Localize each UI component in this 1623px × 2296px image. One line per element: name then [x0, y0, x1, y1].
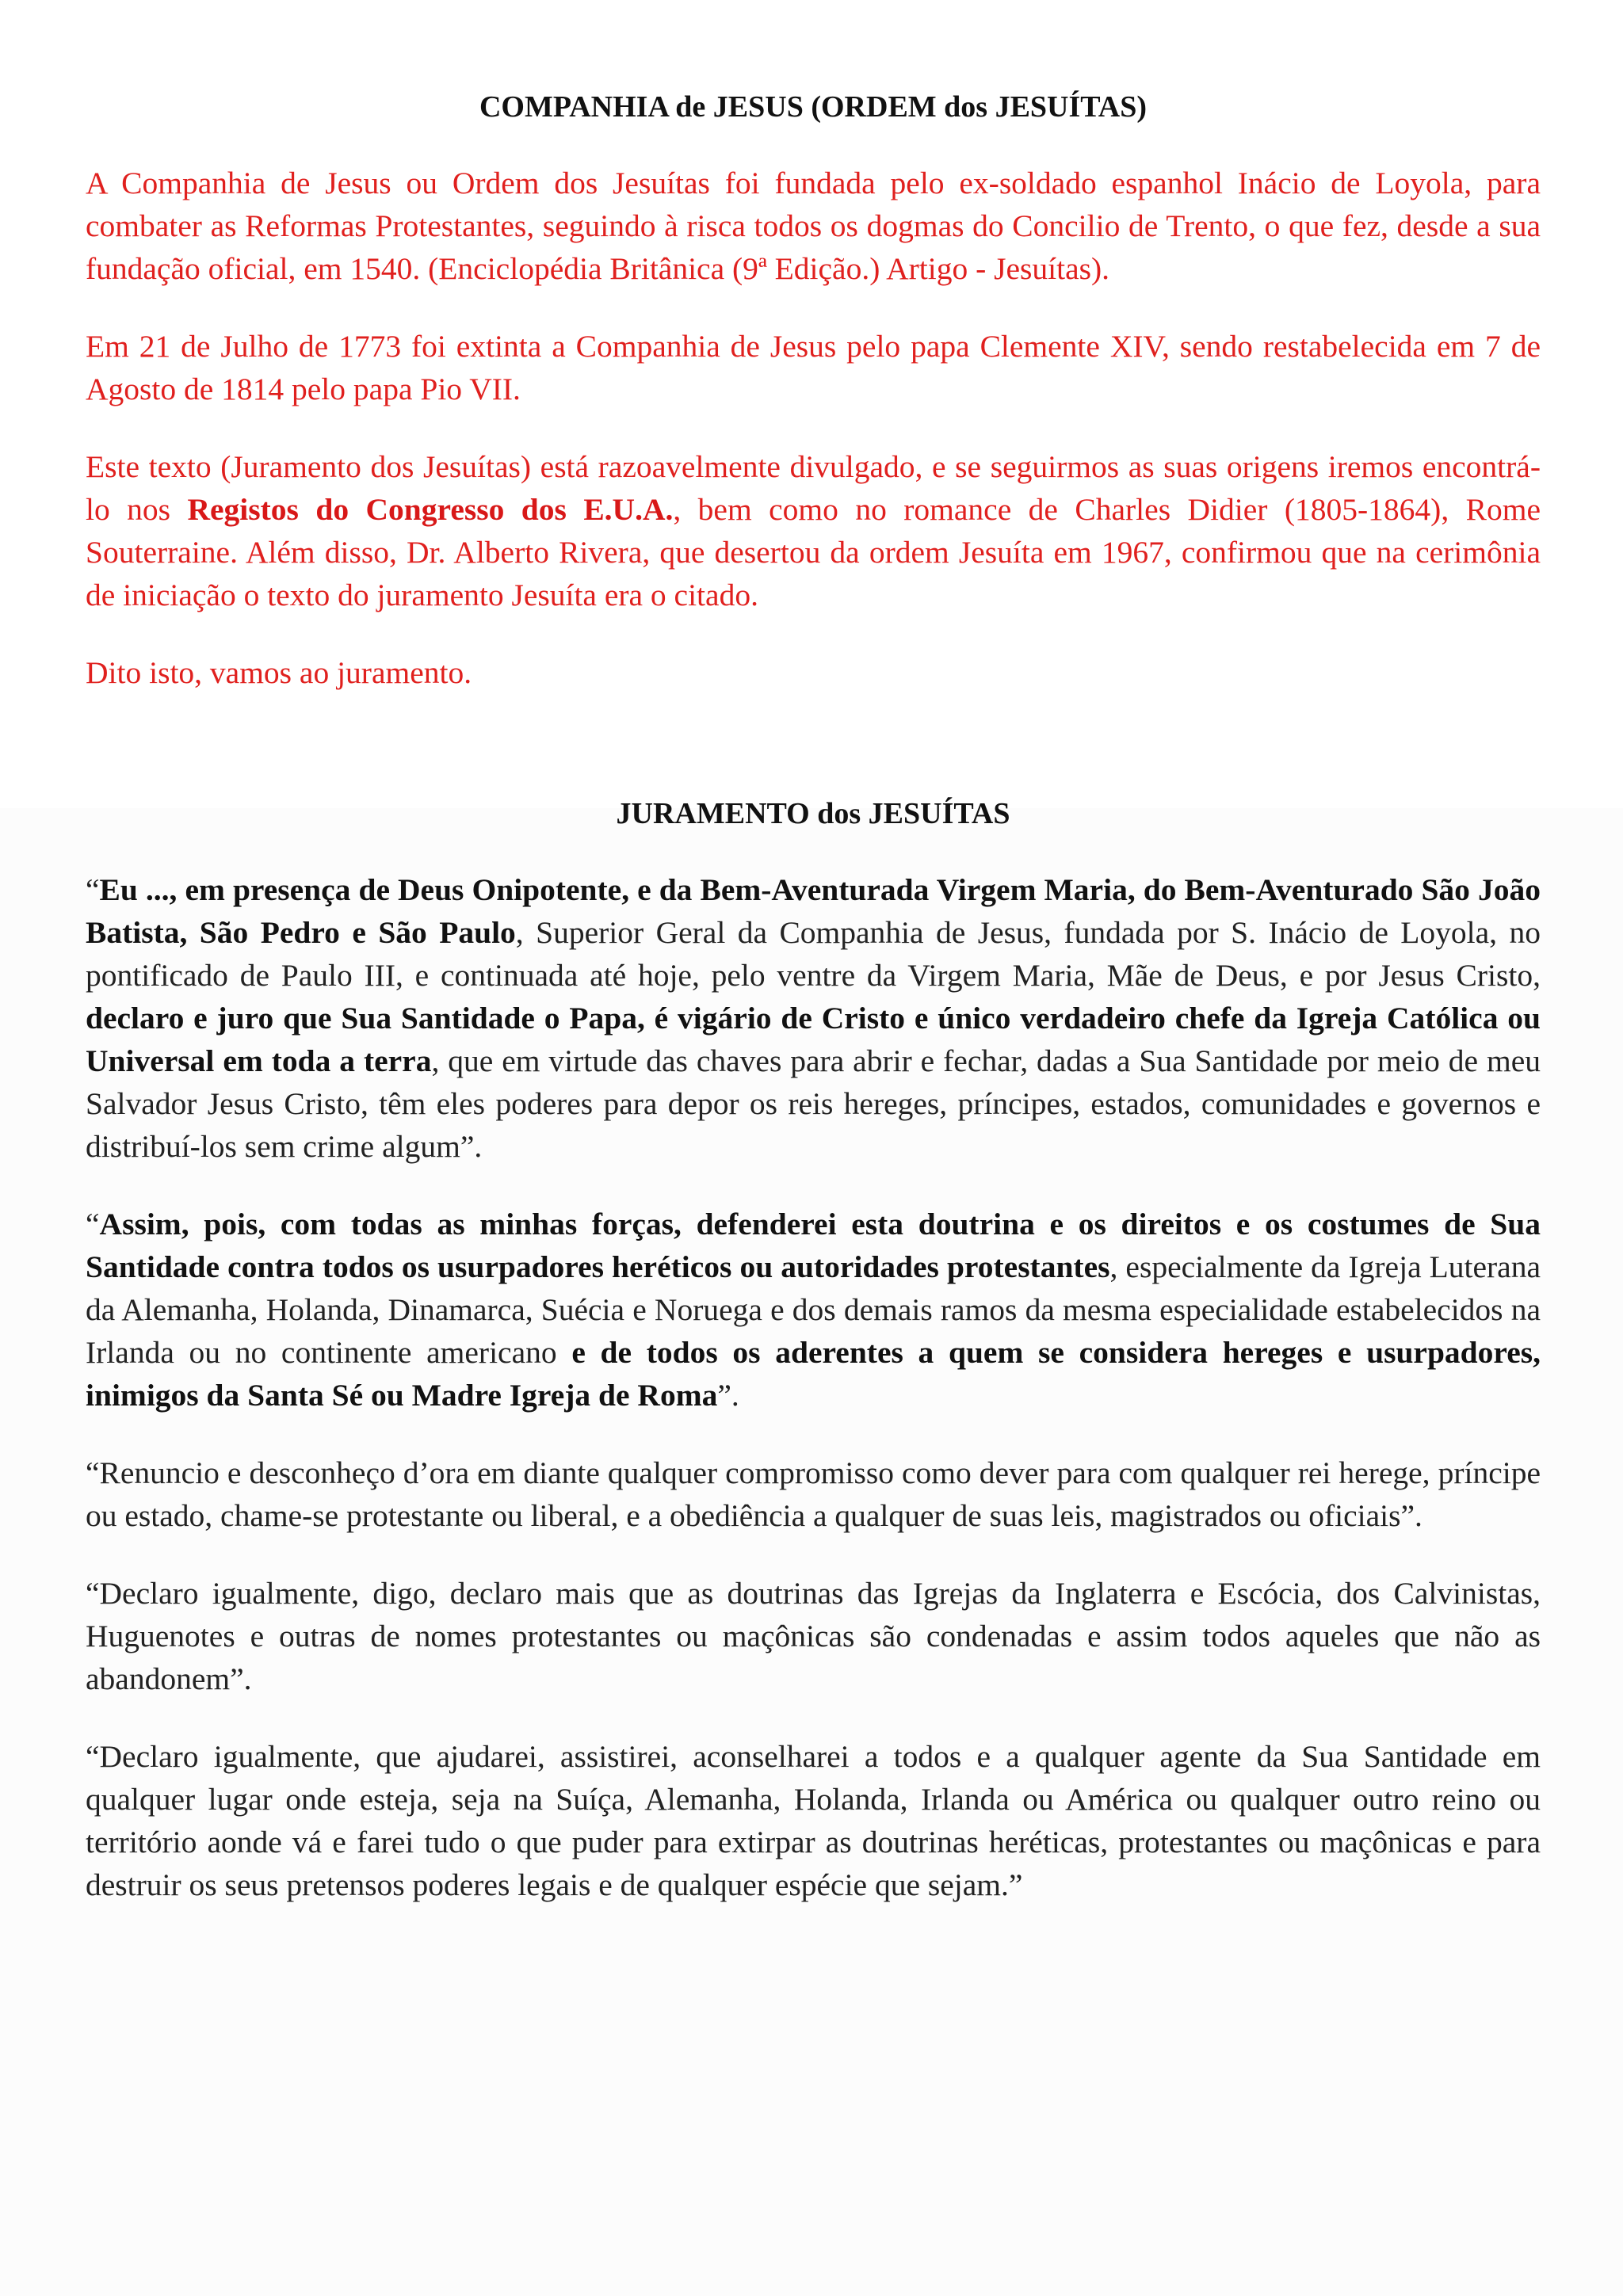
oath-p2-text-e: ”. [717, 1378, 739, 1413]
document-title: COMPANHIA de JESUS (ORDEM dos JESUÍTAS) [479, 90, 1148, 124]
oath-paragraph-4: “Declaro igualmente, digo, declaro mais que as doutrinas das Igrejas da Inglaterra e Escócia, dos Calvinistas, Huguenotes e outras de nomes protestantes ou maçônicas são condenadas e assim todos aqueles que não as abandonem”. [86, 1576, 1541, 1696]
intro-p3-bold-source: Registos do Congresso dos E.U.A. [187, 492, 674, 527]
oath-paragraph-2 [86, 1203, 1541, 1417]
oath-paragraph-3: “Renuncio e desconheço d’ora em diante qualquer compromisso como dever para com qualquer rei herege, príncipe ou estado, chame-se protestante ou liberal, e a obediência a qualquer de suas leis, magistrados ou oficiais”. [86, 1455, 1541, 1533]
oath-p2-quote: “ [86, 1207, 100, 1241]
intro-p3-text-a: Este texto (Juramento dos Jesuítas) está razoavelmente divulgado, e se seguirmos as suas origens iremos encontrá-lo nos [86, 449, 1541, 527]
intro-paragraph-2: Em 21 de Julho de 1773 foi extinta a Companhia de Jesus pelo papa Clemente XIV, sendo restabelecida em 7 de Agosto de 1814 pelo papa Pio VII. [86, 329, 1541, 406]
oath-paragraph-5: “Declaro igualmente, que ajudarei, assistirei, aconselharei a todos e a qualquer agente da Sua Santidade em qualquer lugar onde esteja, seja na Suíça, Alemanha, Holanda, Irlanda ou América ou qualquer outro reino ou território aonde vá e farei tudo o que puder para extirpar as doutrinas heréticas, protestantes ou maçônicas e para destruir os seus pretensos poderes legais e de qualquer espécie que sejam.” [86, 1739, 1541, 1902]
oath-title: JURAMENTO dos JESUÍTAS [616, 797, 1010, 830]
intro-paragraph-4: Dito isto, vamos ao juramento. [86, 655, 472, 690]
oath-p2-text-c: , especialmente da Igreja Luterana da Alemanha, Holanda, Dinamarca, Suécia e Noruega e dos demais ramos da mesma especialidade estabelecidos na Irlanda ou no continente americano [86, 1249, 1541, 1370]
oath-p1-quote: “ [86, 872, 100, 907]
oath-p1-text-e: , que em virtude das chaves para abrir e fechar, dadas a Sua Santidade por meio de meu Salvador Jesus Cristo, têm eles poderes para depor os reis hereges, príncipes, estados, comunidades e governos e distribuí-los sem crime algum”. [86, 1043, 1541, 1164]
document-content [86, 86, 1541, 1906]
oath-paragraph-1 [86, 868, 1541, 1168]
oath-p1-bold-declaration: declaro e juro que Sua Santidade o Papa, é vigário de Cristo e único verdadeiro chefe da Igreja Católica ou Universal em toda a terra [86, 1001, 1541, 1078]
intro-paragraph-1: A Companhia de Jesus ou Ordem dos Jesuítas foi fundada pelo ex-soldado espanhol Inácio de Loyola, para combater as Reformas Protestantes, seguindo à risca todos os dogmas do Concilio de Trento, o que fez, desde a sua fundação oficial, em 1540. (Enciclopédia Britânica (9ª Edição.) Artigo - Jesuítas). [86, 166, 1541, 286]
oath-p2-bold-defense: Assim, pois, com todas as minhas forças, defenderei esta doutrina e os direitos e os costumes de Sua Santidade contra todos os usurpadores heréticos ou autoridades protestantes [86, 1207, 1541, 1284]
oath-p2-bold-adherents: e de todos os aderentes a quem se considera hereges e usurpadores, inimigos da Santa Sé ou Madre Igreja de Roma [86, 1335, 1541, 1413]
intro-p3-text-c: , bem como no romance de Charles Didier (1805-1864), Rome Souterraine. Além disso, Dr. Alberto Rivera, que desertou da ordem Jesuíta em 1967, confirmou que na cerimônia de iniciação o texto do juramento Jesuíta era o citado. [86, 492, 1541, 612]
oath-p1-bold-invocation: Eu ..., em presença de Deus Onipotente, e da Bem-Aventurada Virgem Maria, do Bem-Aventurado São João Batista, São Pedro e São Paulo [86, 872, 1541, 950]
intro-paragraph-3 [86, 445, 1541, 616]
oath-p1-text-c: , Superior Geral da Companhia de Jesus, fundada por S. Inácio de Loyola, no pontificado de Paulo III, e continuada até hoje, pelo ventre da Virgem Maria, Mãe de Deus, e por Jesus Cristo, [86, 915, 1541, 993]
